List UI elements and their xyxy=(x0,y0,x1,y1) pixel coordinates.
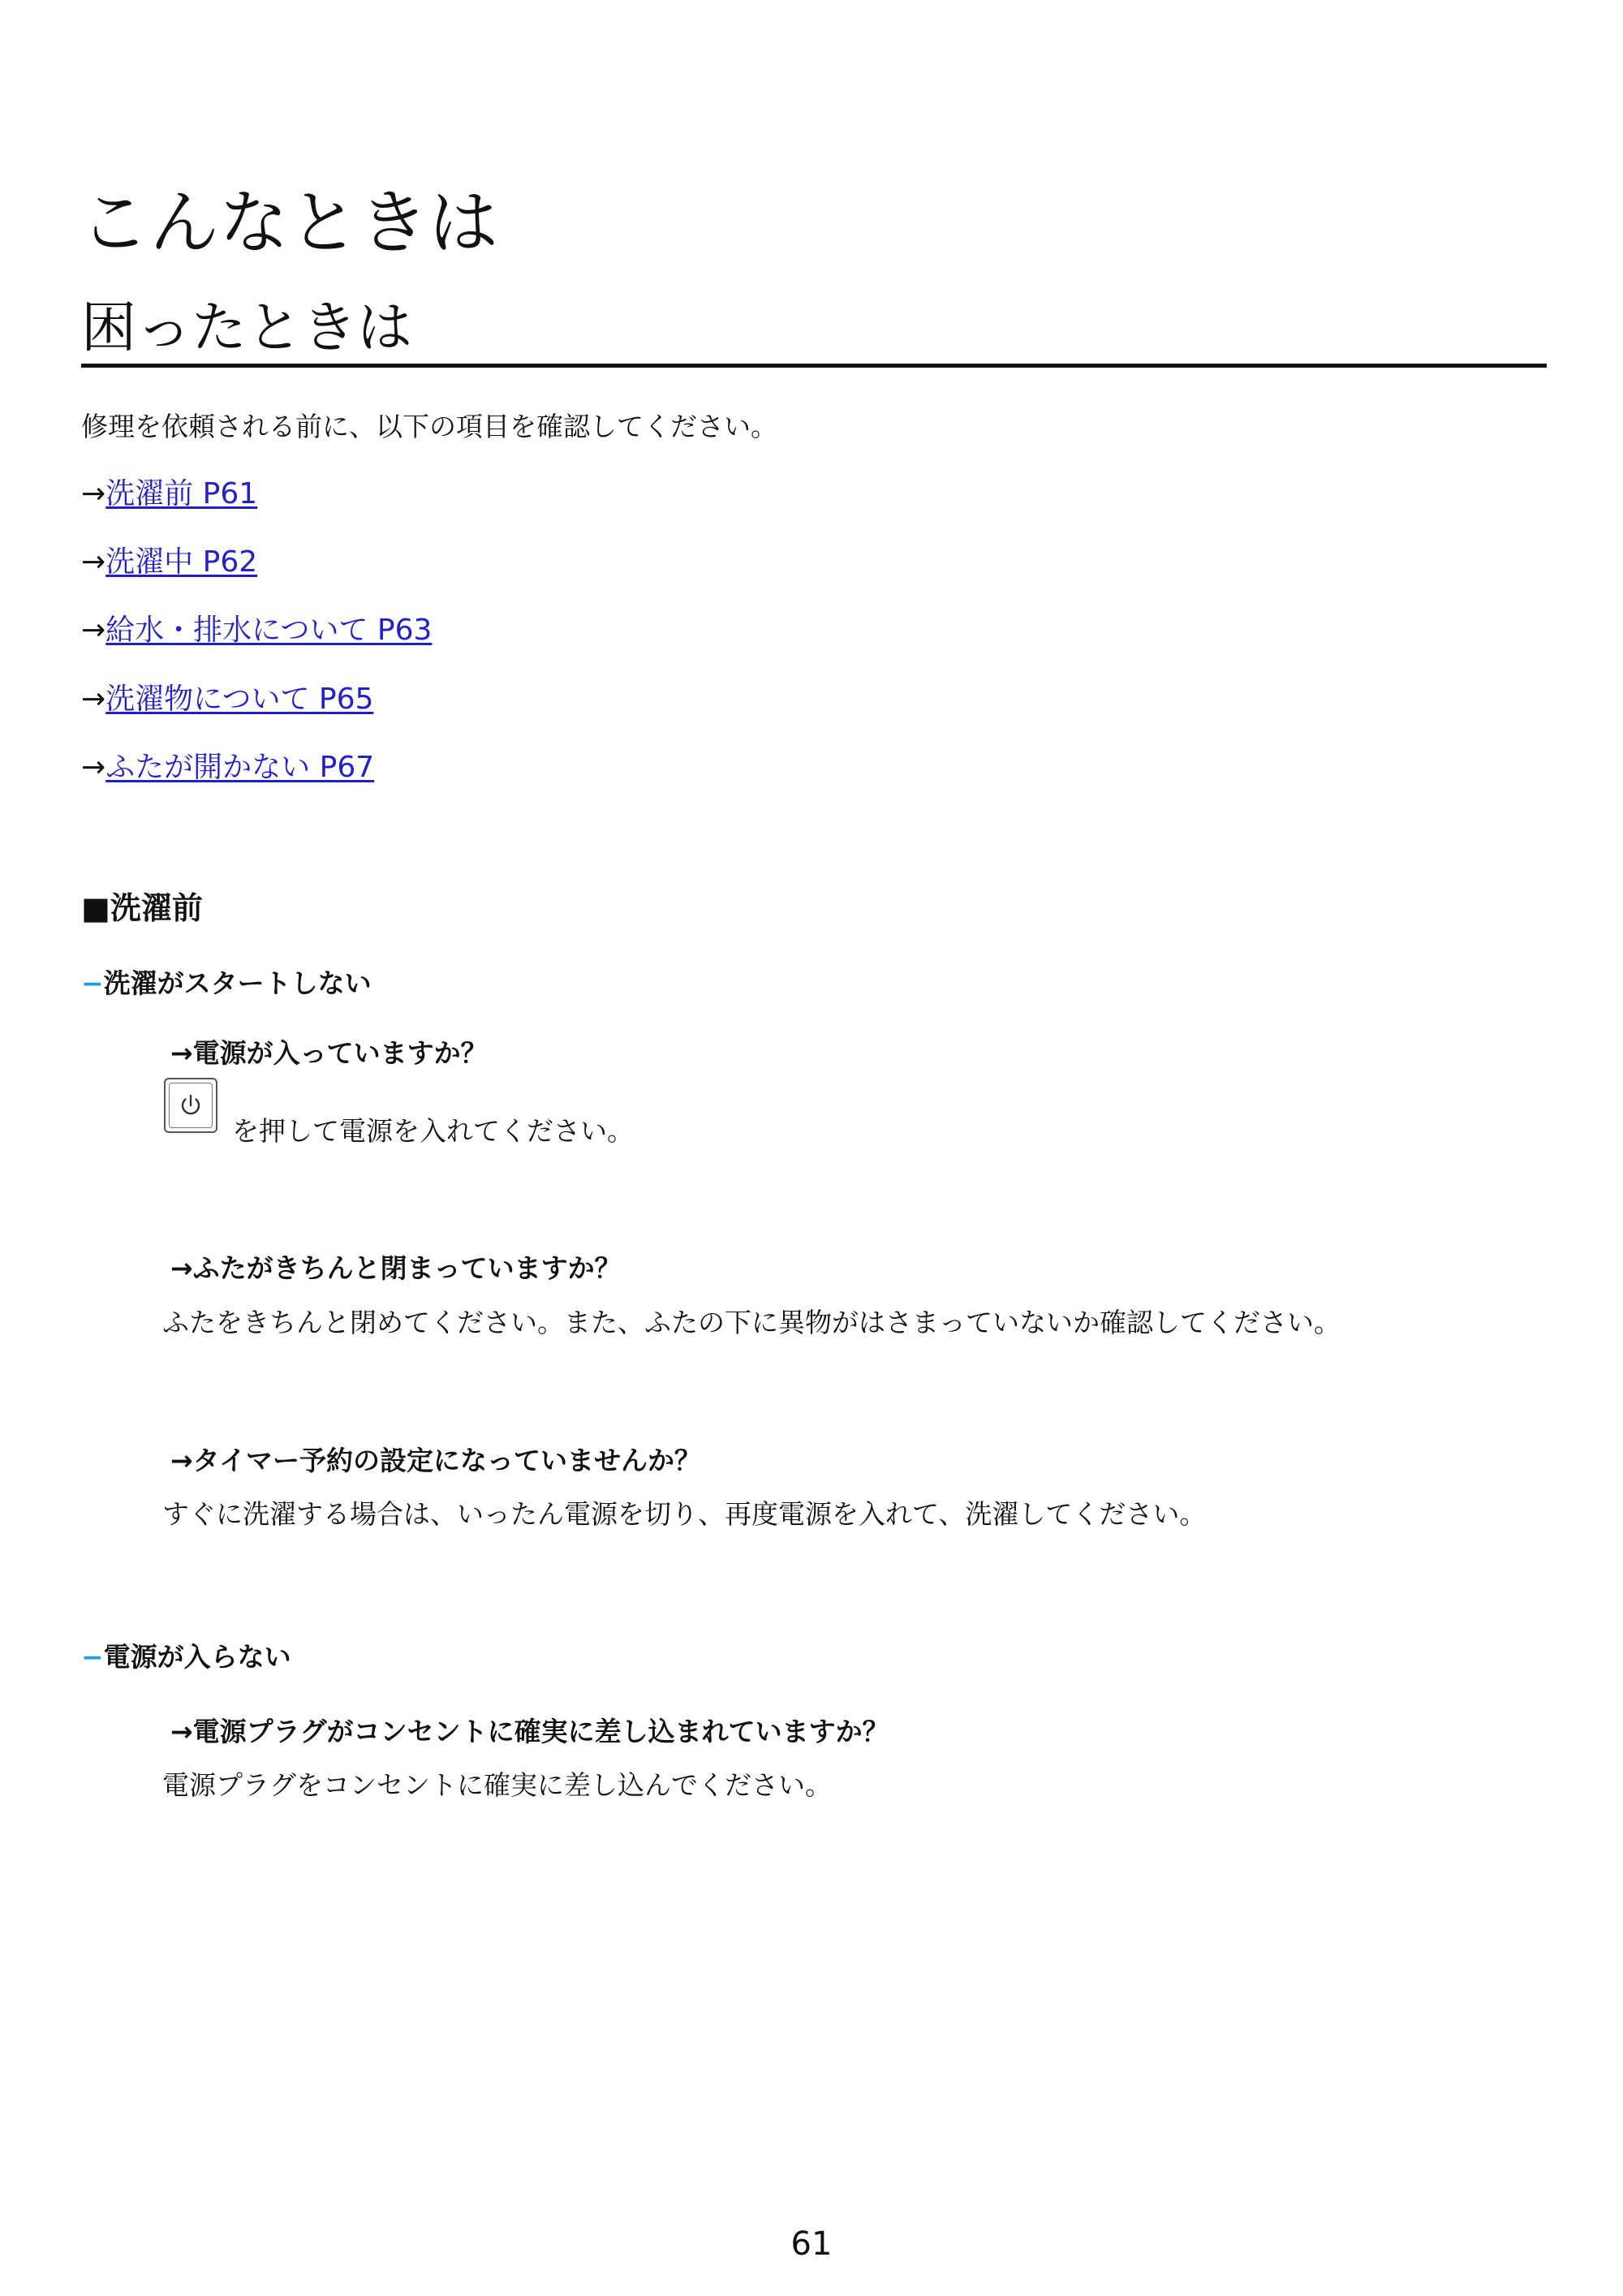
link-item-before-wash xyxy=(81,475,257,514)
check-question: →電源プラグがコンセントに確実に差し込まれていますか？ xyxy=(170,1716,889,1747)
arrow-icon: → xyxy=(81,545,106,579)
link-item-during-wash xyxy=(81,543,257,582)
link-lid-wont-open[interactable]: ふたが開かない P67 xyxy=(105,751,375,784)
check-question: →電源が入っていますか？ xyxy=(170,1037,488,1069)
link-water-supply[interactable]: 給水・排水について P63 xyxy=(105,614,433,647)
check-answer: 電源プラグをコンセントに確実に差し込んでください。 xyxy=(162,1769,832,1801)
problem-title: 電源が入らない xyxy=(103,1641,291,1673)
intro-text: 修理を依頼される前に、以下の項目を確認してください。 xyxy=(81,411,777,442)
problem-heading-wont-start xyxy=(81,966,372,1002)
dash-marker: − xyxy=(81,967,104,999)
arrow-icon: → xyxy=(81,614,106,647)
arrow-icon: → xyxy=(81,683,106,716)
link-item-lid xyxy=(81,748,374,787)
link-before-wash[interactable]: 洗濯前 P61 xyxy=(105,477,258,510)
arrow-icon: → xyxy=(81,477,106,510)
check-question: →タイマー予約の設定になっていませんか？ xyxy=(170,1445,701,1476)
check-question: →ふたがきちんと閉まっていますか？ xyxy=(170,1252,622,1284)
link-laundry[interactable]: 洗濯物について P65 xyxy=(105,683,374,716)
page-title: こんなときは xyxy=(80,183,498,264)
page-number: 61 xyxy=(790,2225,833,2263)
check-answer: を押して電源を入れてください。 xyxy=(232,1115,634,1147)
problem-title: 洗濯がスタートしない xyxy=(103,967,372,999)
link-during-wash[interactable]: 洗濯中 P62 xyxy=(105,545,258,579)
link-item-laundry xyxy=(81,680,373,719)
problem-heading-no-power xyxy=(81,1639,291,1675)
power-button xyxy=(164,1078,217,1133)
power-icon xyxy=(177,1092,204,1119)
check-answer: ふたをきちんと閉めてください。また、ふたの下に異物がはさまっていないか確認してください。 xyxy=(162,1307,1341,1338)
check-answer: すぐに洗濯する場合は、いったん電源を切り、再度電源を入れて、洗濯してください。 xyxy=(162,1498,1207,1530)
before-wash-heading: ■洗濯前 xyxy=(81,890,203,926)
section-title: 困ったときは xyxy=(81,296,413,360)
title-underline xyxy=(81,364,1547,368)
arrow-icon: → xyxy=(81,751,106,784)
link-item-water-supply xyxy=(81,611,432,650)
dash-marker: − xyxy=(81,1641,104,1673)
